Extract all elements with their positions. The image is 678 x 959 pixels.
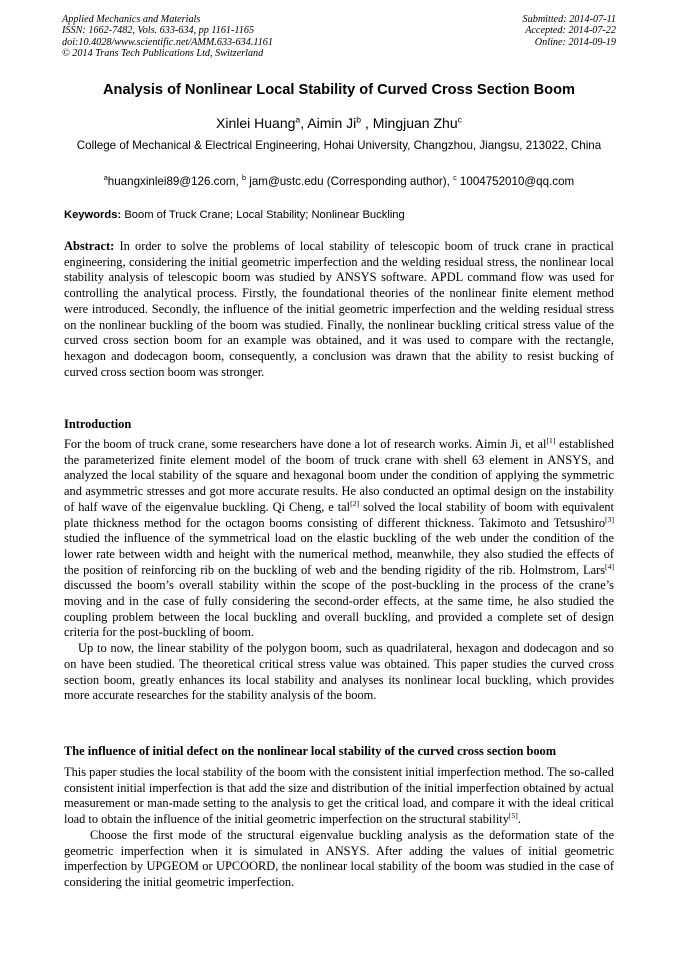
author-mark: a — [295, 114, 301, 125]
introduction-body — [64, 437, 614, 704]
author-mark: c — [457, 114, 462, 125]
email-mark: b — [242, 173, 247, 183]
author-name: Mingjuan Zhu — [372, 115, 458, 131]
introduction-heading: Introduction — [64, 417, 132, 431]
keywords — [64, 208, 614, 222]
paragraph: Choose the first mode of the structural eigenvalue buckling analysis as the deformation state of the geometric imperfection when it is simulated in ANSYS. After adding the values of initial geometric imperfection by UPGEOM or UPCOORD, the nonlinear local stability of the boom was studied in the case of considering the initial geometric imperfection. — [64, 827, 614, 889]
author-name: Xinlei Huang — [216, 115, 296, 131]
date-submitted: Submitted: 2014-07-11 — [522, 14, 616, 25]
paragraph: Up to now, the linear stability of the polygon boom, such as quadrilateral, hexagon and dodecagon and so on have been studied. The theoretical critical stress value was obtained. This paper studies the curved cross section boom, greatly enhances its local stability and analyses its nonlinear local buckling, which provides more accurate researches for the stability analysis of the boom. — [64, 641, 614, 703]
keywords-text: Boom of Truck Crane; Local Stability; Nonlinear Buckling — [124, 209, 405, 221]
journal-info — [62, 14, 362, 60]
citation: [5] — [508, 810, 518, 820]
journal-copyright: © 2014 Trans Tech Publications Ltd, Switzerland — [62, 48, 264, 60]
email-a: huangxinlei89@126.com, — [107, 175, 239, 188]
journal-name: Applied Mechanics and Materials — [62, 14, 201, 25]
section-heading: The influence of initial defect on the nonlinear local stability of the curved cross section boom — [64, 744, 557, 758]
email-mark: a — [103, 173, 108, 183]
citation: [4] — [605, 561, 614, 571]
author-name: Aimin Ji — [307, 115, 357, 131]
journal-doi: doi:10.4028/www.scientific.net/AMM.633-634.1161 — [62, 36, 273, 48]
author-mark: b — [356, 114, 362, 125]
publication-dates — [416, 14, 616, 48]
email-mark: c — [453, 173, 457, 183]
date-online: Online: 2014-09-19 — [534, 36, 616, 48]
keywords-label: Keywords: — [64, 209, 122, 221]
affiliation: College of Mechanical & Electrical Engineering, Hohai University, Changzhou, Jiangsu, 213022, China — [76, 139, 602, 152]
author-list: Xinlei Huang$^a$, Aimin Ji$^b$ , Mingjuan Zhu$^c$ — [216, 114, 462, 131]
citation: [3] — [605, 514, 614, 524]
paragraph: This paper studies the local stability of the boom with the consistent initial imperfection method. The so-called consistent initial imperfection is that add the size and distribution of the initial imperfection obtained by actual measurement or man-made setting to the analysis to get the critical load, and compare it with the ideal critical load to obtain the influence of the initial geometric imperfection on the structural stability[5]. — [64, 765, 614, 827]
date-accepted: Accepted: 2014-07-22 — [525, 25, 616, 37]
abstract-label: Abstract: — [64, 239, 115, 253]
citation: [1] — [546, 435, 556, 445]
section-body — [64, 765, 614, 891]
abstract-text: In order to solve the problems of local stability of telescopic boom of truck crane in practical engineering, considering the initial geometric imperfection and the welding residual stress, the nonlinear local stability analysis of telescopic boom was studied by ANSYS software. APDL command flow was used for controlling the analytical process. Firstly, the foundational theories of the nonlinear finite element method were introduced. Secondly, the influence of the initial geometric imperfection and the welding residual stress on the nonlinear buckling of the boom was studied. Finally, the nonlinear buckling critical stress value of the curved cross section boom for an example was obtained, and it was used to compare with the rectangle, hexagon and dodecagon boom, consequently, a conclusion was drawn that the ability to resist bucking of curved cross section boom was stronger. — [64, 239, 614, 379]
paper-title: Analysis of Nonlinear Local Stability of Curved Cross Section Boom — [103, 82, 575, 98]
abstract — [64, 239, 614, 380]
citation: [2] — [350, 498, 360, 508]
author-emails — [40, 175, 638, 189]
email-c: 1004752010@qq.com — [459, 175, 575, 188]
paragraph: For the boom of truck crane, some researchers have done a lot of research works. Aimin Ji, et al[1] established the parameterized finite element model of the boom of truck crane with shell 63 element in ANSYS, and analyzed the local stability of the square and hexagonal boom under the condition of applying the symmetric and asymmetric stresses and got more accurate results. He also conducted an optimal design on the instability of half wave of the eigenvalue buckling. Qi Cheng, e tal[2] solved the local stability of boom with equivalent plate thickness method for the octagon booms consisting of different thickness. Takimoto and Tetsushiro[3] studied the influence of the symmetrical load on the elastic buckling of the web under the condition of the lower rate between width and height with the numerical method, meanwhile, they also studied the effects of the position of reinforcing rib on the buckling of web and the bending rigidity of the rib. Holmstrom, Lars[4] discussed the boom’s overall stability within the scope of the post-buckling in the process of the crane’s moving and in the case of fully considering the second-order effects, at the same time, he also studied the coupling problem between the local buckling and overall buckling, and provided a complete set of design criteria for the post-buckling of boom. — [64, 435, 614, 640]
journal-issn: ISSN: 1662-7482, Vols. 633-634, pp 1161-1165 — [62, 25, 255, 37]
email-b: jam@ustc.edu (Corresponding author), — [249, 175, 450, 188]
